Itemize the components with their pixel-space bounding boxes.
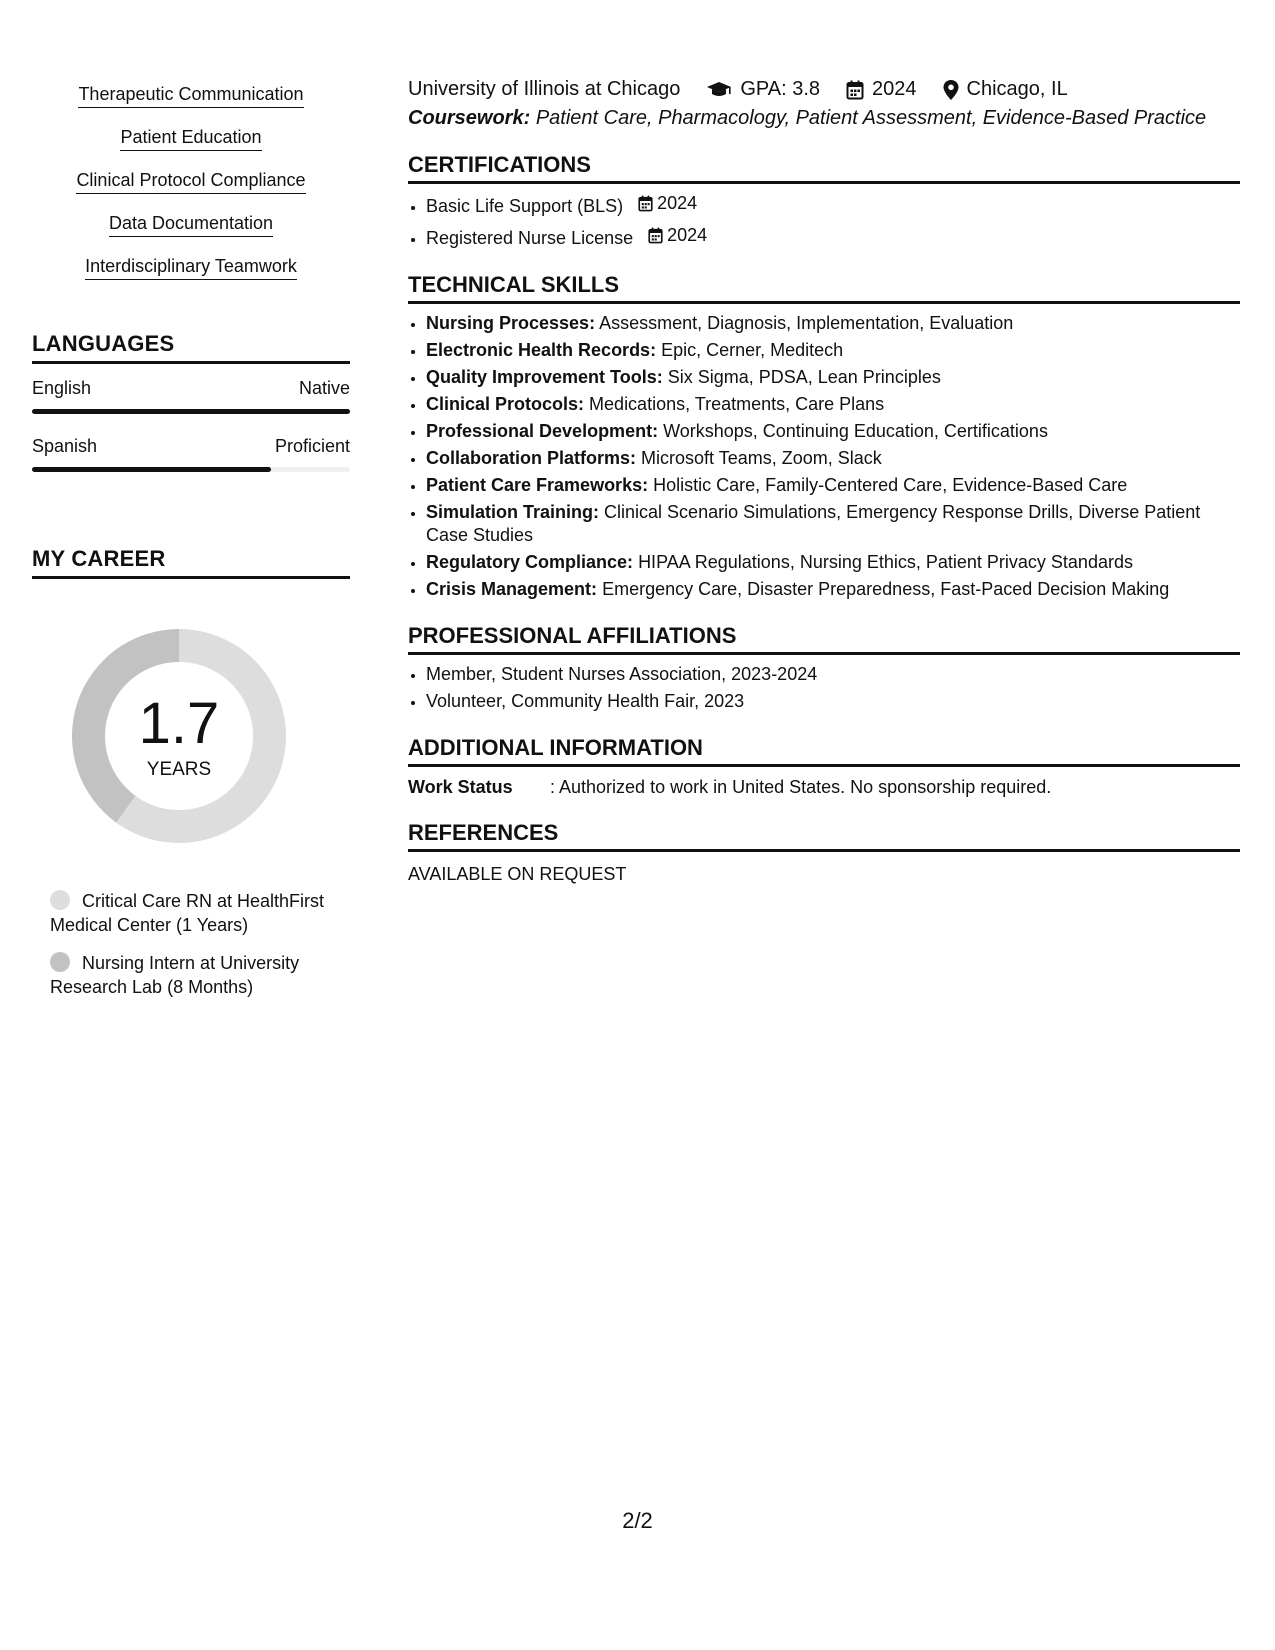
technical-skill-item [426,474,1240,497]
skill-label: Clinical Protocols: [426,394,585,414]
skill-value: Assessment, Diagnosis, Implementation, Evaluation [599,313,1014,333]
technical-skill-item [426,393,1240,416]
references-heading: REFERENCES [408,820,1240,852]
skill-label: Collaboration Platforms: [426,448,637,468]
education-location: Chicago, IL [966,78,1068,100]
education-line [408,78,1240,101]
coursework-line [408,107,1240,130]
certification-item [426,224,1240,250]
certifications-list [408,192,1240,250]
language-proficiency-fill [32,409,350,414]
language-name: Spanish [32,436,98,456]
career-legend [50,889,340,999]
career-section [32,546,350,999]
technical-skill-item [426,551,1240,574]
soft-skills-list [32,84,350,299]
gpa: GPA: 3.8 [740,78,821,100]
certification-item [426,192,1240,218]
certification-year: 2024 [667,225,708,245]
skill-label: Simulation Training: [426,502,600,522]
career-total-value: 1.7 [138,691,220,756]
career-legend-label: Nursing Intern at University Research Lab (8 Months) [50,953,300,997]
skill-value: Epic, Cerner, Meditech [661,340,844,360]
skill-label: Regulatory Compliance: [426,552,634,572]
right-column [408,78,1240,885]
technical-skills-heading: TECHNICAL SKILLS [408,272,1240,304]
soft-skill: Interdisciplinary Teamwork [85,256,297,280]
career-legend-item [50,951,340,999]
career-legend-item [50,889,340,937]
skill-value: Workshops, Continuing Education, Certifications [663,421,1048,441]
language-proficiency-fill [32,467,271,472]
affiliations-list [408,663,1240,713]
legend-dot-icon [50,890,70,910]
soft-skill: Therapeutic Communication [78,84,303,108]
coursework-text: Patient Care, Pharmacology, Patient Assessment, Evidence-Based Practice [535,107,1207,129]
work-status-label: Work Status [408,777,513,797]
skill-label: Patient Care Frameworks: [426,475,649,495]
page-number: 2/2 [622,1508,653,1533]
language-item [32,378,350,414]
coursework-label: Coursework: [408,107,531,129]
location-pin-icon [943,80,959,100]
career-heading: MY CAREER [32,546,350,579]
language-proficiency-bar [32,467,350,472]
certification-name: Registered Nurse License [426,228,634,248]
soft-skill: Patient Education [120,127,261,151]
affiliations-heading: PROFESSIONAL AFFILIATIONS [408,623,1240,655]
certification-year: 2024 [657,193,698,213]
technical-skills-list [408,312,1240,601]
skill-value: Emergency Care, Disaster Preparedness, Fast-Paced Decision Making [602,579,1170,599]
career-total-unit: YEARS [146,759,212,780]
technical-skill-item [426,578,1240,601]
skill-value: HIPAA Regulations, Nursing Ethics, Patient Privacy Standards [638,552,1133,572]
references-text: AVAILABLE ON REQUEST [408,864,627,884]
calendar-icon [846,80,864,100]
skill-label: Professional Development: [426,421,659,441]
language-item [32,436,350,472]
certifications-heading: CERTIFICATIONS [408,152,1240,184]
skill-value: Medications, Treatments, Care Plans [589,394,885,414]
graduation-cap-icon [706,81,732,99]
soft-skill: Data Documentation [109,213,273,237]
affiliation-item: • Member, Student Nurses Association, 2023-2024 [426,663,1240,686]
skill-value: Clinical Scenario Simulations, Emergency Response Drills, Diverse Patient Case Studies [426,502,1201,545]
languages-section [32,331,350,472]
skill-label: Crisis Management: [426,579,598,599]
calendar-icon [638,195,653,212]
soft-skill: Clinical Protocol Compliance [76,170,305,194]
skill-label: Electronic Health Records: [426,340,657,360]
education-year: 2024 [872,78,917,100]
legend-dot-icon [50,952,70,972]
technical-skill-item [426,447,1240,470]
language-name: English [32,378,92,398]
skill-value: Microsoft Teams, Zoom, Slack [641,448,882,468]
technical-skill-item [426,312,1240,335]
skill-label: Quality Improvement Tools: [426,367,663,387]
affiliation-item: • Volunteer, Community Health Fair, 2023 [426,690,1240,713]
technical-skill-item [426,339,1240,362]
additional-info-heading: ADDITIONAL INFORMATION [408,735,1240,767]
language-level: Proficient [274,436,350,456]
technical-skill-item [426,366,1240,389]
skill-label: Nursing Processes: [426,313,596,333]
skill-value: Six Sigma, PDSA, Lean Principles [667,367,941,387]
languages-heading: LANGUAGES [32,331,350,364]
technical-skill-item [426,501,1240,547]
certification-name: Basic Life Support (BLS) [426,196,624,216]
career-legend-label: Critical Care RN at HealthFirst Medical Center (1 Years) [50,891,325,935]
work-status-value: : Authorized to work in United States. No sponsorship required. [550,777,1052,797]
career-donut-chart [64,621,294,851]
language-level: Native [298,378,350,398]
skill-value: Holistic Care, Family-Centered Care, Evidence-Based Care [653,475,1128,495]
school-name: University of Illinois at Chicago [408,78,681,100]
language-proficiency-bar [32,409,350,414]
left-column [32,84,350,1013]
calendar-icon [648,227,663,244]
technical-skill-item [426,420,1240,443]
work-status-row [408,777,1240,798]
